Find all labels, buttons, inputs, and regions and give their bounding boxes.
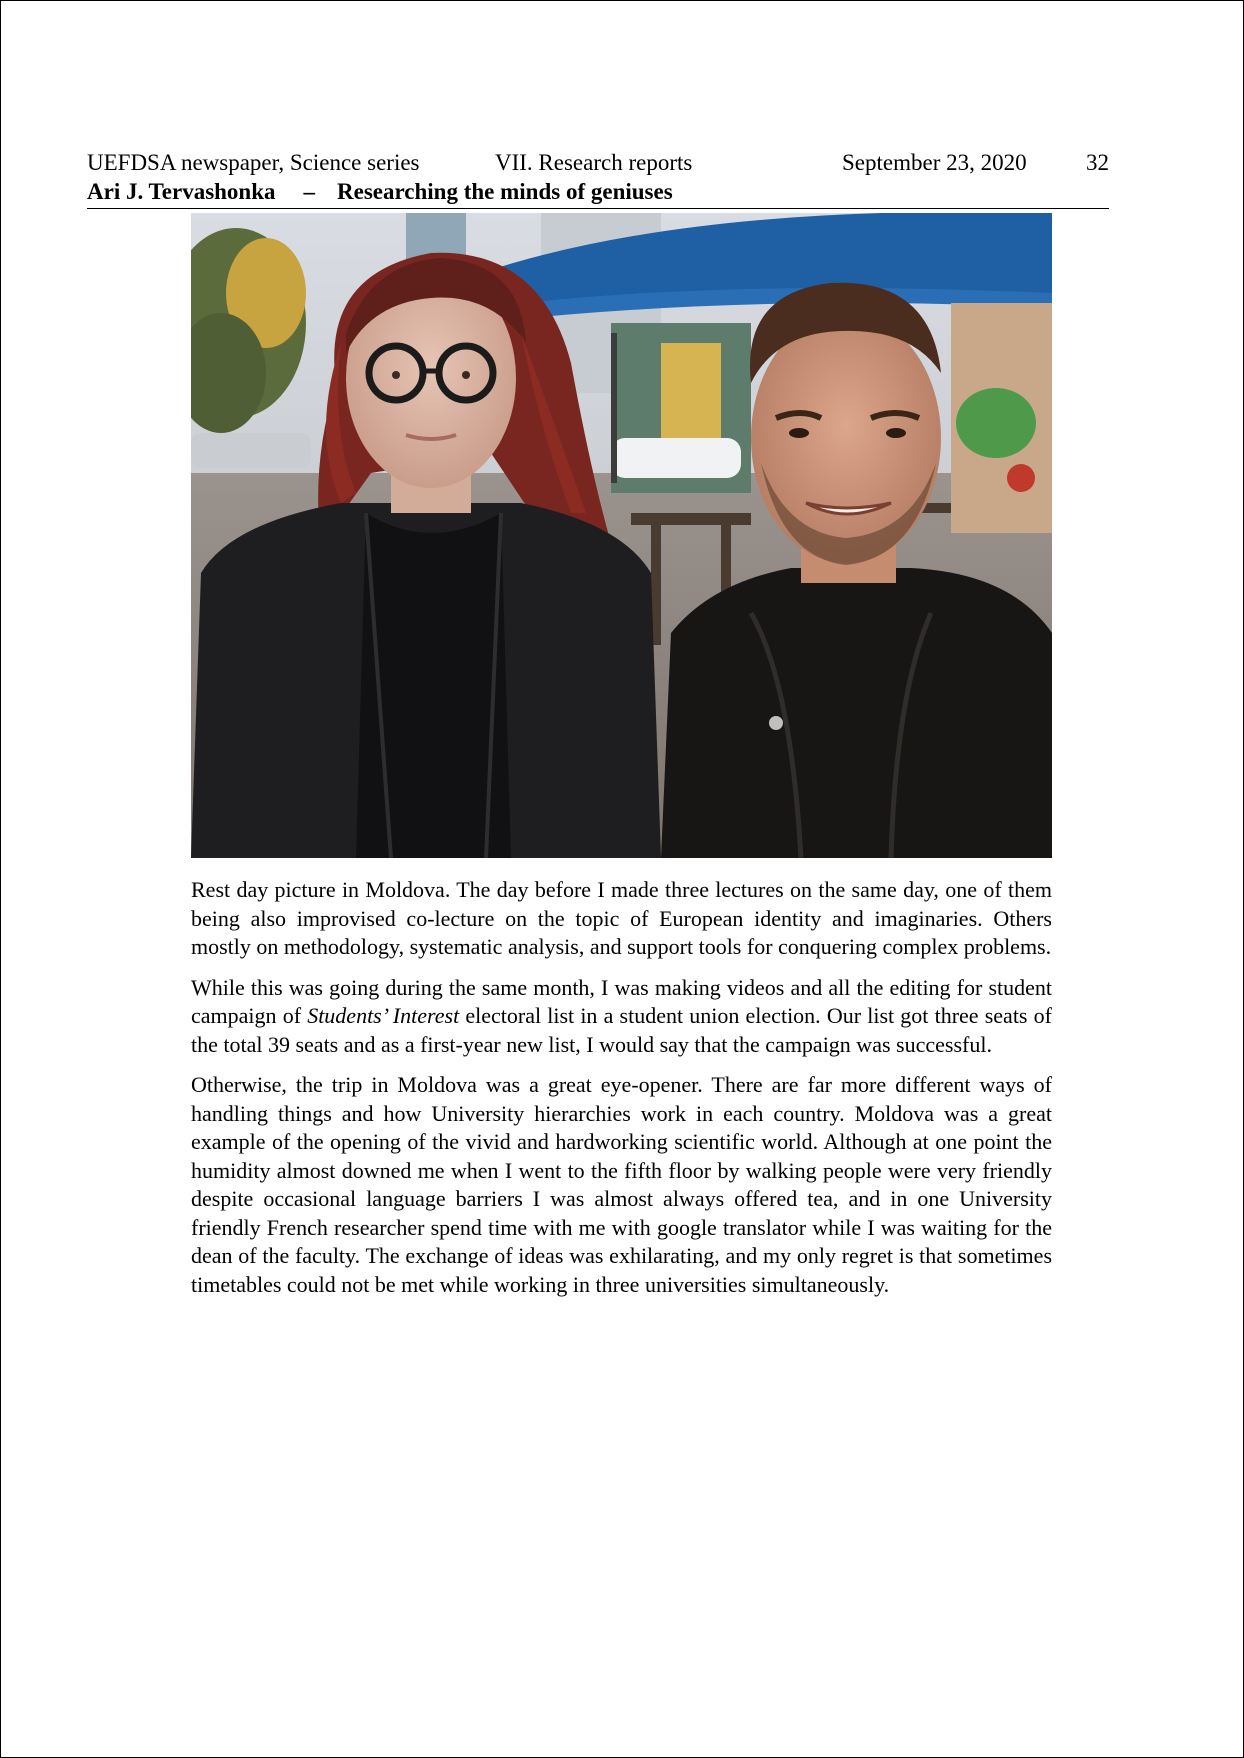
header-dash: – [303, 179, 316, 204]
publication-name: UEFDSA newspaper, Science series [87, 150, 420, 175]
paragraph-campaign-start: While this was going during the same month, I was making videos and all the editing for student campaign of [191, 974, 1052, 1028]
header-line-2 [87, 178, 1109, 206]
header-line-1 [87, 148, 1109, 178]
article-body [191, 876, 1052, 1311]
page-number: 32 [1086, 150, 1109, 175]
issue-date: September 23, 2020 [842, 150, 1027, 175]
photo-two-people-selfie-icon [191, 213, 1052, 858]
article-photo [191, 213, 1052, 858]
photo-caption: Rest day picture in Moldova. The day before I made three lectures on the same day, one of them being also improvised co-lecture on the topic of European identity and imaginaries. Others mostly on methodology, systematic analysis, and support tools for conquering complex problems. [191, 877, 1052, 959]
author-name: Ari J. Tervashonka [87, 179, 276, 204]
paragraph-campaign-end: electoral list in a student union election. Our list got three seats of the total 39 seats and as a first-year new list, I would say that the campaign was successful. [191, 1003, 1052, 1057]
article-title: Researching the minds of geniuses [337, 179, 673, 204]
header-rule [87, 208, 1109, 209]
electoral-list-name: Students’ Interest [307, 1003, 460, 1028]
paragraph-trip: Otherwise, the trip in Moldova was a great eye-opener. There are far more different ways of handling things and how University hierarchies work in each country. Moldova was a great example of the opening of the vivid and hardworking scientific world. Although at one point the humidity almost downed me when I went to the fifth floor by walking people were very friendly despite occasional language barriers I was almost always offered tea, and in one University friendly French researcher spend time with me with google translator while I was waiting for the dean of the faculty. The exchange of ideas was exhilarating, and my only regret is that sometimes timetables could not be met while working in three universities simultaneously. [191, 1072, 1052, 1297]
section-name: VII. Research reports [495, 150, 693, 175]
running-header [87, 148, 1109, 206]
paragraph-campaign [191, 974, 1052, 1060]
